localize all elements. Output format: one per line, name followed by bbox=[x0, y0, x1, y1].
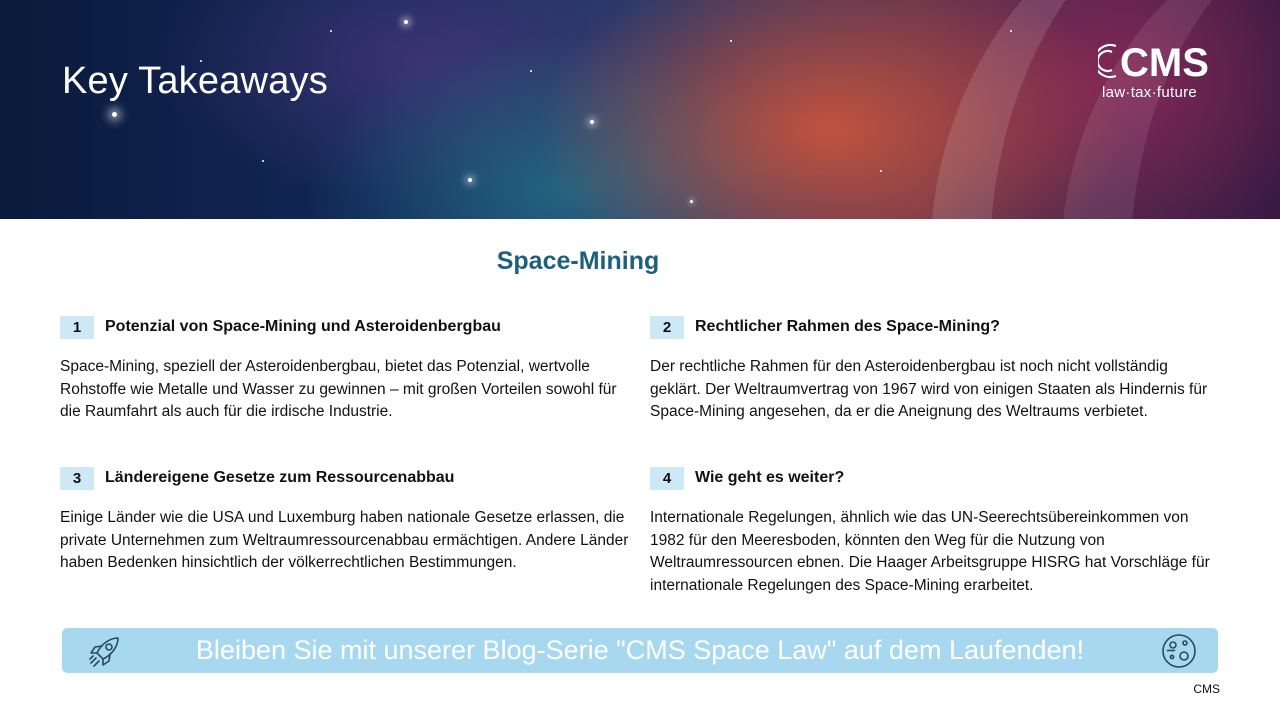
number-badge: 4 bbox=[650, 467, 684, 490]
takeaway-card-3 bbox=[60, 466, 630, 575]
star bbox=[530, 70, 532, 72]
header-banner bbox=[0, 0, 1280, 219]
number-badge: 1 bbox=[60, 316, 94, 339]
star bbox=[730, 40, 732, 42]
card-title: Wie geht es weiter? bbox=[695, 469, 845, 486]
number-badge: 3 bbox=[60, 467, 94, 490]
section-title: Space-Mining bbox=[496, 247, 660, 275]
star bbox=[404, 20, 408, 24]
star bbox=[590, 120, 594, 124]
card-header bbox=[60, 466, 630, 490]
blog-series-banner[interactable] bbox=[62, 628, 1218, 673]
star bbox=[262, 160, 264, 162]
takeaway-card-2 bbox=[650, 315, 1220, 424]
footer-credit: CMS bbox=[1193, 682, 1220, 696]
card-title: Potenzial von Space-Mining und Asteroidenbergbau bbox=[105, 318, 501, 335]
star bbox=[468, 178, 472, 182]
logo-text: CMS bbox=[1120, 41, 1209, 84]
number-badge: 2 bbox=[650, 316, 684, 339]
cms-logo-mark bbox=[1098, 38, 1222, 84]
card-header bbox=[60, 315, 630, 339]
card-body: Einige Länder wie die USA und Luxemburg haben nationale Gesetze erlassen, die private Unternehmen zum Weltraumressourcenabbau ermächtigen. Andere Länder haben Bedenken hinsichtlich der völkerrechtlichen Bestimmungen. bbox=[60, 509, 629, 571]
card-title: Rechtlicher Rahmen des Space-Mining? bbox=[695, 318, 1000, 335]
star bbox=[1010, 30, 1012, 32]
card-body: Internationale Regelungen, ähnlich wie das UN-Seerechtsübereinkommen von 1982 für den Meeresboden, könnten den Weg für die Nutzung von Weltraumressourcen ebnen. Die Haager Arbeitsgruppe HISRG hat Vorschläge für internationale Regelungen des Space-Mining erarbeitet. bbox=[650, 509, 1210, 594]
cms-logo bbox=[1098, 38, 1222, 106]
card-header bbox=[650, 315, 1220, 339]
star bbox=[690, 200, 693, 203]
star bbox=[330, 30, 332, 32]
card-header bbox=[650, 466, 1220, 490]
card-body: Der rechtliche Rahmen für den Asteroidenbergbau ist noch nicht vollständig geklärt. Der Weltraumvertrag von 1967 wird von einigen Staaten als Hindernis für Space-Mining angesehen, da er die Aneignung des Weltraums verbietet. bbox=[650, 358, 1208, 420]
page-title: Key Takeaways bbox=[62, 60, 328, 102]
card-title: Ländereigene Gesetze zum Ressourcenabbau bbox=[105, 469, 455, 486]
star bbox=[112, 112, 117, 117]
card-body: Space-Mining, speziell der Asteroidenbergbau, bietet das Potenzial, wertvolle Rohstoffe wie Metalle und Wasser zu gewinnen – mit großen Vorteilen sowohl für die Raumfahrt als auch für die irdische Industrie. bbox=[60, 358, 617, 420]
star bbox=[880, 170, 882, 172]
logo-tagline: law·tax·future bbox=[1102, 84, 1198, 101]
takeaway-card-1 bbox=[60, 315, 630, 424]
planet-icon bbox=[1158, 630, 1200, 672]
takeaway-card-4 bbox=[650, 466, 1220, 597]
blog-series-text: Bleiben Sie mit unserer Blog-Serie "CMS Space Law" auf dem Laufenden! bbox=[195, 635, 1085, 665]
